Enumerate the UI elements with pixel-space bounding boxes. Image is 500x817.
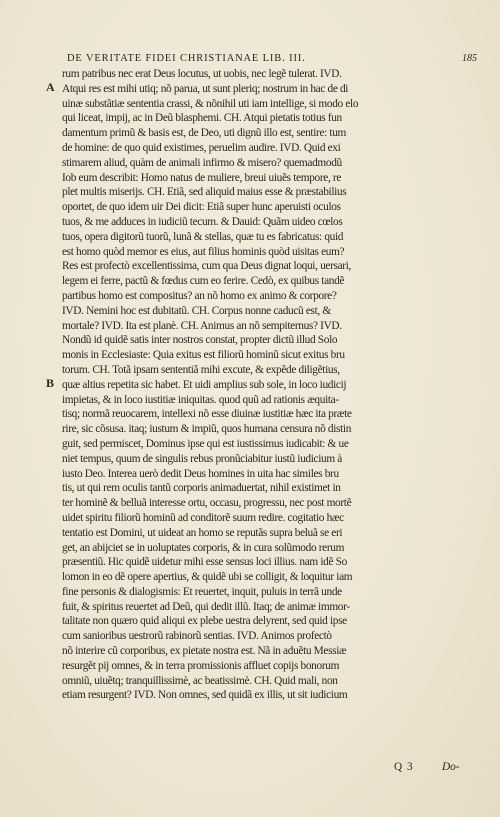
- text-line: oportet, de quo idem uir Dei dicit: Etiã super hunc aperuisti oculos: [62, 201, 341, 214]
- text-line: quæ altius repetita sic habet. Et uidi amplius sub sole, in loco iudicij: [62, 378, 347, 391]
- signature-mark: Q 3: [394, 761, 414, 773]
- folio-number: 185: [462, 53, 477, 64]
- text-line: tisq; normã reuocarem, intellexi nõ esse diuinæ iustitiæ hæc ita præte: [62, 408, 352, 421]
- text-line: præsentiũ. Hic quidẽ uidetur mihi esse sensus loci illius. nam idẽ So: [62, 556, 347, 569]
- text-line: fuit, & spiritus reuertet ad Deũ, qui dedit illũ. Itaq; de animæ immor-: [62, 600, 350, 613]
- text-line: torum. CH. Totã ipsam sententiã mihi excute, & expẽde diligẽtius,: [62, 363, 340, 376]
- text-line: guit, sed permiscet, Dominus ipse qui est iustissimus iudicabit: & ue: [62, 437, 349, 450]
- text-line: damentum primũ & basis est, de Deo, uti dignũ illo est, sentire: tum: [62, 127, 347, 140]
- text-line: de homine: de quo quid existimes, peruelim audire. IVD. Quid exi: [62, 141, 341, 154]
- text-line: etiam resurgent? IVD. Non omnes, sed quidã ex illis, ut sit iudicium: [62, 689, 348, 702]
- text-line: lomon in eo dẽ opere apertius, & quidẽ ubi se colligit, & loquitur iam: [62, 571, 353, 584]
- text-line: get, an abijciet se in uoluptates corporis, & in cura solũmodo rerum: [62, 541, 345, 554]
- text-line: iusto Deo. Interea uerò dedit Deus homines in uita hac similes bru: [62, 467, 339, 480]
- text-line: qui liceat, impij, ac in Deũ blasphemi. CH. Atqui pietatis totius fun: [62, 112, 342, 125]
- text-line: monis in Ecclesiaste: Quia exitus est filiorũ hominũ sicut exitus bru: [62, 349, 345, 362]
- text-line: rire, sic cõsusa. itaq; iustum & impiũ, quos humana censura nõ distin: [62, 423, 352, 436]
- text-line: partibus homo est compositus? an nõ homo ex animo & corpore?: [62, 289, 337, 302]
- text-line: tuos, & me adduces in iudiciũ tecum. & Dauid: Quãm uideo cœlos: [62, 215, 343, 228]
- text-body: [62, 67, 482, 703]
- text-line: Atqui res est mihi utiq; nõ parua, ut sunt pleriq; nostrum in hac de di: [62, 82, 349, 95]
- text-line: tuos, opera digitorũ tuorũ, lunã & stellas, quæ tu es fabricatus: quid: [62, 230, 344, 243]
- text-line: plet multis miserijs. CH. Etiã, sed aliquid maius esse & præstabilius: [62, 186, 347, 199]
- text-line: talitate non quæro quid aliqui ex plebe uestra delyrent, sed quid ipse: [62, 615, 347, 628]
- text-line: niet tempus, quum de singulis rebus pronũciabitur iustũ iudicium à: [62, 452, 342, 465]
- text-line: uinæ substãtiæ sententia crassi, & nõnihil uti iam intellige, si modo elo: [62, 97, 359, 110]
- text-line: Nondũ id quidẽ satis inter nostros constat, propter dictũ illud Solo: [62, 334, 338, 347]
- marginal-letter-b: B: [46, 376, 55, 390]
- text-line: rum patribus nec erat Deus locutus, ut uobis, nec legẽ tulerat. IVD.: [62, 68, 342, 80]
- text-line: legem ei ferre, pactũ & fœdus cum eo ferire. Cedò, ex quibus tandẽ: [62, 275, 345, 288]
- text-line: est homo quòd memor es eius, aut filius hominis quòd uisitas eum?: [62, 245, 345, 258]
- text-line: Iob eum describit: Homo natus de muliere, breui uiuẽs tempore, re: [62, 171, 342, 184]
- text-line: fine personis & dialogismis: Et reuertet, inquit, puluis in terrã unde: [62, 585, 342, 598]
- text-line: cum sanioribus uestrorũ rabinorũ sentias. IVD. Animos profectò: [62, 630, 332, 643]
- text-line: resurgẽt pij omnes, & in terra promissionis affluet copijs bonorum: [62, 659, 340, 672]
- text-line: tis, ut qui rem oculis tantũ corporis animaduertat, nihil existimet in: [62, 482, 341, 495]
- text-line: uidet spiritu filiorũ hominũ ad conditorẽ suum redire. cogitatio hæc: [62, 511, 344, 524]
- page-footer: [62, 761, 482, 777]
- text-line: impietas, & in loco iustitiæ iniquitas. quod quũ ad rationis æquita-: [62, 393, 339, 406]
- text-line: IVD. Nemini hoc est dubitatũ. CH. Corpus nonne caducũ est, &: [62, 304, 331, 317]
- text-line: nõ interire cũ corporibus, ex pietate nostra est. Nã in aduẽtu Messiæ: [62, 645, 347, 658]
- text-line: stimarem aliud, quàm de animali infirmo & misero? quemadmodũ: [62, 156, 342, 169]
- text-line: ter hominẽ & belluã interesse ortu, occasu, progressu, nec post mortẽ: [62, 497, 352, 510]
- catchword: Do-: [442, 761, 460, 773]
- text-line: Res est profectò excellentissima, cum qua Deus dignat loqui, uersari,: [62, 260, 351, 273]
- text-line: mortale? IVD. Ita est planè. CH. Animus an nõ sempiternus? IVD.: [62, 319, 342, 332]
- text-line: omniũ, uiuẽtq; tranquillissimè, ac beatissimè. CH. Quid mali, non: [62, 674, 338, 687]
- text-line: tentatio est Domini, ut uideat an homo se reputãs supra beluã se eri: [62, 526, 343, 539]
- running-title: DE VERITATE FIDEI CHRISTIANAE LIB. III.: [67, 53, 306, 64]
- marginal-letter-a: A: [46, 80, 55, 94]
